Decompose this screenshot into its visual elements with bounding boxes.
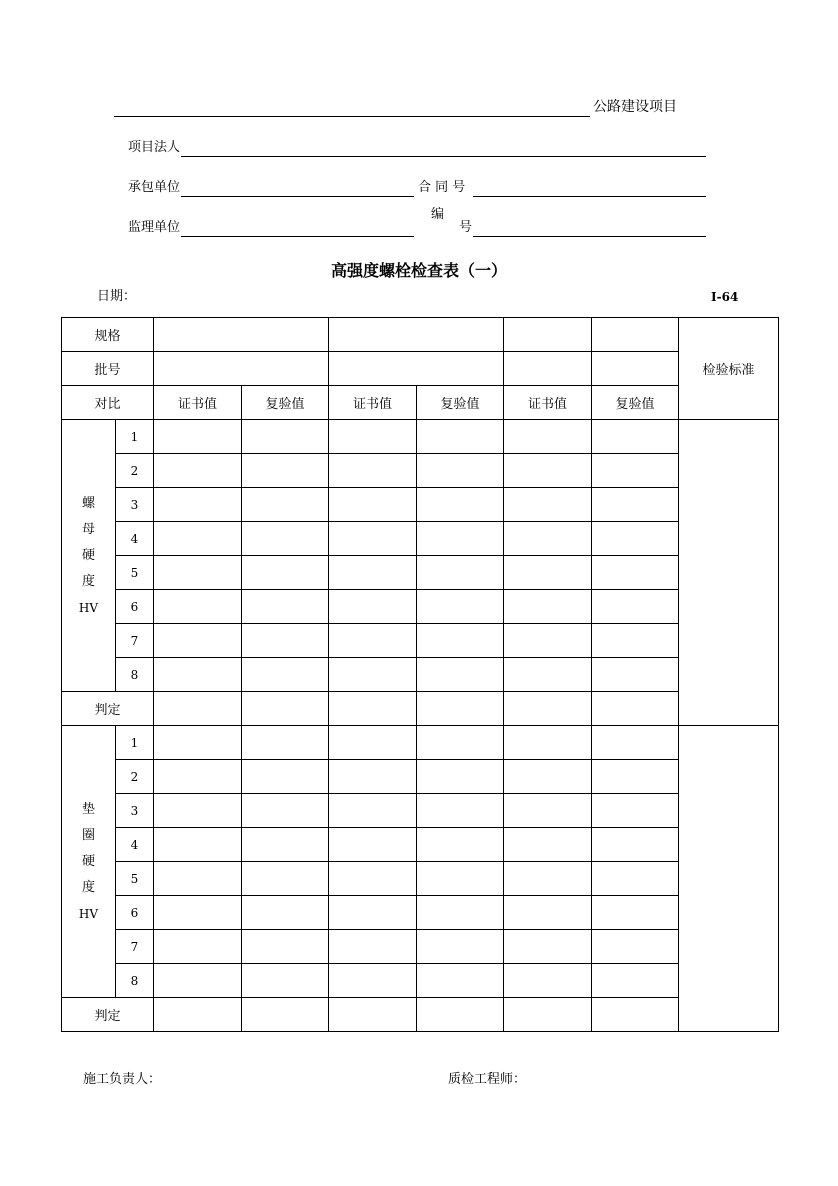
washer-judge-cell[interactable] bbox=[329, 998, 417, 1032]
washer-value-cell[interactable] bbox=[154, 726, 242, 760]
contract-label: 合 同 号 bbox=[418, 180, 466, 195]
nut-judge-row bbox=[62, 692, 779, 726]
nut-value-cell[interactable] bbox=[417, 658, 504, 692]
nut-value-cell[interactable] bbox=[242, 454, 329, 488]
serial-label-bottom: 号 bbox=[459, 220, 473, 235]
nut-value-cell[interactable] bbox=[242, 556, 329, 590]
washer-value-cell[interactable] bbox=[242, 726, 329, 760]
washer-value-cell[interactable] bbox=[417, 726, 504, 760]
washer-value-cell[interactable] bbox=[329, 794, 417, 828]
washer-row-number: 2 bbox=[116, 760, 154, 794]
nut-value-cell[interactable] bbox=[592, 454, 679, 488]
washer-value-cell[interactable] bbox=[154, 896, 242, 930]
washer-standard-cell[interactable] bbox=[679, 726, 779, 1032]
inspection-table bbox=[61, 317, 779, 1032]
nut-value-cell[interactable] bbox=[242, 420, 329, 454]
owner-field[interactable] bbox=[181, 156, 706, 157]
washer-row bbox=[62, 964, 779, 998]
washer-value-cell[interactable] bbox=[592, 760, 679, 794]
washer-value-cell[interactable] bbox=[242, 828, 329, 862]
washer-label-char: HV bbox=[78, 906, 99, 921]
nut-row bbox=[62, 522, 779, 556]
washer-value-cell[interactable] bbox=[329, 828, 417, 862]
compare-label: 对比 bbox=[62, 386, 154, 420]
form-title: 高强度螺栓检查表（一） bbox=[330, 261, 507, 280]
project-name-line[interactable] bbox=[114, 116, 590, 117]
washer-row-number: 6 bbox=[116, 896, 154, 930]
washer-value-cell[interactable] bbox=[417, 760, 504, 794]
nut-value-cell[interactable] bbox=[592, 522, 679, 556]
nut-value-cell[interactable] bbox=[242, 488, 329, 522]
spec-cell-1[interactable] bbox=[154, 318, 329, 352]
nut-value-cell[interactable] bbox=[417, 420, 504, 454]
qc-engineer-label: 质检工程师： bbox=[448, 1072, 527, 1087]
cert-header: 证书值 bbox=[154, 386, 242, 420]
washer-row-number: 4 bbox=[116, 828, 154, 862]
nut-label-char: 度 bbox=[81, 573, 95, 589]
nut-value-cell[interactable] bbox=[329, 488, 417, 522]
recheck-header: 复验值 bbox=[242, 386, 329, 420]
washer-value-cell[interactable] bbox=[154, 964, 242, 998]
nut-label-char: 硬 bbox=[81, 547, 95, 563]
washer-value-cell[interactable] bbox=[242, 794, 329, 828]
batch-cell-4[interactable] bbox=[592, 352, 679, 386]
nut-standard-cell[interactable] bbox=[679, 420, 779, 726]
nut-label-char: 母 bbox=[81, 521, 95, 537]
nut-value-cell[interactable] bbox=[329, 454, 417, 488]
washer-value-cell[interactable] bbox=[504, 930, 592, 964]
washer-row bbox=[62, 726, 779, 760]
cert-header: 证书值 bbox=[504, 386, 592, 420]
nut-row bbox=[62, 624, 779, 658]
spec-cell-2[interactable] bbox=[329, 318, 504, 352]
washer-value-cell[interactable] bbox=[154, 760, 242, 794]
washer-judge-cell[interactable] bbox=[154, 998, 242, 1032]
nut-row-number: 8 bbox=[116, 658, 154, 692]
nut-value-cell[interactable] bbox=[417, 624, 504, 658]
nut-row-number: 4 bbox=[116, 522, 154, 556]
washer-value-cell[interactable] bbox=[592, 964, 679, 998]
washer-value-cell[interactable] bbox=[154, 828, 242, 862]
project-suffix: 公路建设项目 bbox=[593, 99, 677, 115]
batch-cell-2[interactable] bbox=[329, 352, 504, 386]
washer-value-cell[interactable] bbox=[504, 964, 592, 998]
nut-value-cell[interactable] bbox=[154, 522, 242, 556]
nut-value-cell[interactable] bbox=[504, 658, 592, 692]
washer-value-cell[interactable] bbox=[592, 930, 679, 964]
washer-value-cell[interactable] bbox=[242, 896, 329, 930]
washer-row bbox=[62, 760, 779, 794]
nut-value-cell[interactable] bbox=[154, 658, 242, 692]
washer-value-cell[interactable] bbox=[329, 964, 417, 998]
spec-label: 规格 bbox=[62, 318, 154, 352]
washer-judge-row bbox=[62, 998, 779, 1032]
washer-row bbox=[62, 896, 779, 930]
batch-cell-1[interactable] bbox=[154, 352, 329, 386]
washer-row-number: 7 bbox=[116, 930, 154, 964]
washer-value-cell[interactable] bbox=[504, 828, 592, 862]
washer-value-cell[interactable] bbox=[417, 964, 504, 998]
washer-value-cell[interactable] bbox=[504, 794, 592, 828]
nut-judge-cell[interactable] bbox=[154, 692, 242, 726]
washer-value-cell[interactable] bbox=[417, 930, 504, 964]
serial-field[interactable] bbox=[473, 236, 706, 237]
nut-label-char: 螺 bbox=[81, 495, 95, 511]
nut-value-cell[interactable] bbox=[592, 624, 679, 658]
recheck-header: 复验值 bbox=[417, 386, 504, 420]
washer-value-cell[interactable] bbox=[242, 964, 329, 998]
washer-label-char: 垫 bbox=[81, 801, 95, 817]
nut-value-cell[interactable] bbox=[504, 420, 592, 454]
washer-row bbox=[62, 930, 779, 964]
nut-judge-cell[interactable] bbox=[329, 692, 417, 726]
washer-value-cell[interactable] bbox=[504, 862, 592, 896]
contractor-label: 承包单位 bbox=[128, 180, 181, 195]
nut-value-cell[interactable] bbox=[329, 522, 417, 556]
nut-row-number: 5 bbox=[116, 556, 154, 590]
washer-value-cell[interactable] bbox=[592, 896, 679, 930]
washer-label bbox=[62, 726, 116, 998]
nut-value-cell[interactable] bbox=[154, 556, 242, 590]
nut-value-cell[interactable] bbox=[592, 420, 679, 454]
washer-value-cell[interactable] bbox=[592, 862, 679, 896]
washer-value-cell[interactable] bbox=[417, 896, 504, 930]
nut-judge-cell[interactable] bbox=[504, 692, 592, 726]
nut-value-cell[interactable] bbox=[154, 590, 242, 624]
washer-judge-cell[interactable] bbox=[592, 998, 679, 1032]
nut-row bbox=[62, 590, 779, 624]
nut-value-cell[interactable] bbox=[242, 658, 329, 692]
nut-row-number: 6 bbox=[116, 590, 154, 624]
nut-value-cell[interactable] bbox=[417, 522, 504, 556]
washer-value-cell[interactable] bbox=[417, 794, 504, 828]
nut-judge-cell[interactable] bbox=[242, 692, 329, 726]
nut-value-cell[interactable] bbox=[592, 590, 679, 624]
nut-value-cell[interactable] bbox=[417, 488, 504, 522]
nut-row-number: 2 bbox=[116, 454, 154, 488]
recheck-header: 复验值 bbox=[592, 386, 679, 420]
supervisor-field[interactable] bbox=[181, 236, 414, 237]
washer-label-char: 圈 bbox=[81, 827, 95, 843]
washer-value-cell[interactable] bbox=[504, 760, 592, 794]
cert-header: 证书值 bbox=[329, 386, 417, 420]
washer-hardness-section bbox=[62, 726, 779, 1032]
washer-value-cell[interactable] bbox=[154, 930, 242, 964]
nut-value-cell[interactable] bbox=[417, 454, 504, 488]
nut-row bbox=[62, 420, 779, 454]
construction-lead-label: 施工负责人： bbox=[83, 1072, 162, 1087]
nut-value-cell[interactable] bbox=[242, 590, 329, 624]
nut-value-cell[interactable] bbox=[329, 624, 417, 658]
washer-value-cell[interactable] bbox=[592, 828, 679, 862]
nut-row-number: 1 bbox=[116, 420, 154, 454]
nut-value-cell[interactable] bbox=[154, 420, 242, 454]
form-code: I-64 bbox=[711, 290, 739, 304]
washer-judge-cell[interactable] bbox=[242, 998, 329, 1032]
washer-value-cell[interactable] bbox=[329, 760, 417, 794]
nut-value-cell[interactable] bbox=[154, 488, 242, 522]
date-label: 日期： bbox=[97, 289, 137, 304]
supervisor-label: 监理单位 bbox=[128, 220, 181, 235]
washer-judge-label: 判定 bbox=[62, 998, 154, 1032]
washer-row bbox=[62, 862, 779, 896]
washer-row bbox=[62, 794, 779, 828]
spec-cell-4[interactable] bbox=[592, 318, 679, 352]
washer-row-number: 3 bbox=[116, 794, 154, 828]
nut-value-cell[interactable] bbox=[154, 624, 242, 658]
nut-row bbox=[62, 488, 779, 522]
washer-value-cell[interactable] bbox=[592, 726, 679, 760]
washer-row bbox=[62, 828, 779, 862]
washer-value-cell[interactable] bbox=[242, 862, 329, 896]
washer-row-number: 5 bbox=[116, 862, 154, 896]
nut-value-cell[interactable] bbox=[242, 522, 329, 556]
nut-value-cell[interactable] bbox=[154, 454, 242, 488]
nut-value-cell[interactable] bbox=[417, 590, 504, 624]
washer-value-cell[interactable] bbox=[417, 862, 504, 896]
washer-row-number: 1 bbox=[116, 726, 154, 760]
washer-value-cell[interactable] bbox=[242, 930, 329, 964]
nut-value-cell[interactable] bbox=[592, 556, 679, 590]
nut-judge-cell[interactable] bbox=[417, 692, 504, 726]
washer-value-cell[interactable] bbox=[329, 896, 417, 930]
washer-value-cell[interactable] bbox=[329, 862, 417, 896]
nut-value-cell[interactable] bbox=[329, 556, 417, 590]
batch-label: 批号 bbox=[62, 352, 154, 386]
nut-label-char: HV bbox=[78, 600, 99, 615]
nut-value-cell[interactable] bbox=[504, 590, 592, 624]
serial-label-top: 编 bbox=[431, 207, 445, 222]
washer-row-number: 8 bbox=[116, 964, 154, 998]
nut-value-cell[interactable] bbox=[592, 658, 679, 692]
nut-label bbox=[62, 420, 116, 692]
washer-value-cell[interactable] bbox=[154, 862, 242, 896]
nut-judge-cell[interactable] bbox=[592, 692, 679, 726]
nut-value-cell[interactable] bbox=[504, 488, 592, 522]
contractor-field[interactable] bbox=[181, 196, 414, 197]
standard-label: 检验标准 bbox=[679, 318, 779, 420]
washer-value-cell[interactable] bbox=[242, 760, 329, 794]
nut-row bbox=[62, 556, 779, 590]
washer-value-cell[interactable] bbox=[504, 726, 592, 760]
nut-value-cell[interactable] bbox=[242, 624, 329, 658]
nut-value-cell[interactable] bbox=[329, 590, 417, 624]
spec-cell-3[interactable] bbox=[504, 318, 592, 352]
washer-value-cell[interactable] bbox=[329, 930, 417, 964]
washer-judge-cell[interactable] bbox=[504, 998, 592, 1032]
nut-row-number: 3 bbox=[116, 488, 154, 522]
nut-row bbox=[62, 454, 779, 488]
nut-value-cell[interactable] bbox=[504, 454, 592, 488]
nut-judge-label: 判定 bbox=[62, 692, 154, 726]
nut-value-cell[interactable] bbox=[592, 488, 679, 522]
nut-value-cell[interactable] bbox=[504, 556, 592, 590]
nut-row bbox=[62, 658, 779, 692]
washer-value-cell[interactable] bbox=[154, 794, 242, 828]
washer-label-char: 度 bbox=[81, 879, 95, 895]
washer-value-cell[interactable] bbox=[592, 794, 679, 828]
washer-value-cell[interactable] bbox=[417, 828, 504, 862]
nut-value-cell[interactable] bbox=[329, 658, 417, 692]
contract-field[interactable] bbox=[473, 196, 706, 197]
nut-value-cell[interactable] bbox=[504, 522, 592, 556]
nut-value-cell[interactable] bbox=[417, 556, 504, 590]
washer-label-char: 硬 bbox=[81, 853, 95, 869]
washer-value-cell[interactable] bbox=[329, 726, 417, 760]
nut-value-cell[interactable] bbox=[504, 624, 592, 658]
batch-cell-3[interactable] bbox=[504, 352, 592, 386]
nut-row-number: 7 bbox=[116, 624, 154, 658]
washer-value-cell[interactable] bbox=[504, 896, 592, 930]
washer-judge-cell[interactable] bbox=[417, 998, 504, 1032]
owner-label: 项目法人 bbox=[128, 140, 181, 155]
nut-hardness-section bbox=[62, 420, 779, 726]
nut-value-cell[interactable] bbox=[329, 420, 417, 454]
